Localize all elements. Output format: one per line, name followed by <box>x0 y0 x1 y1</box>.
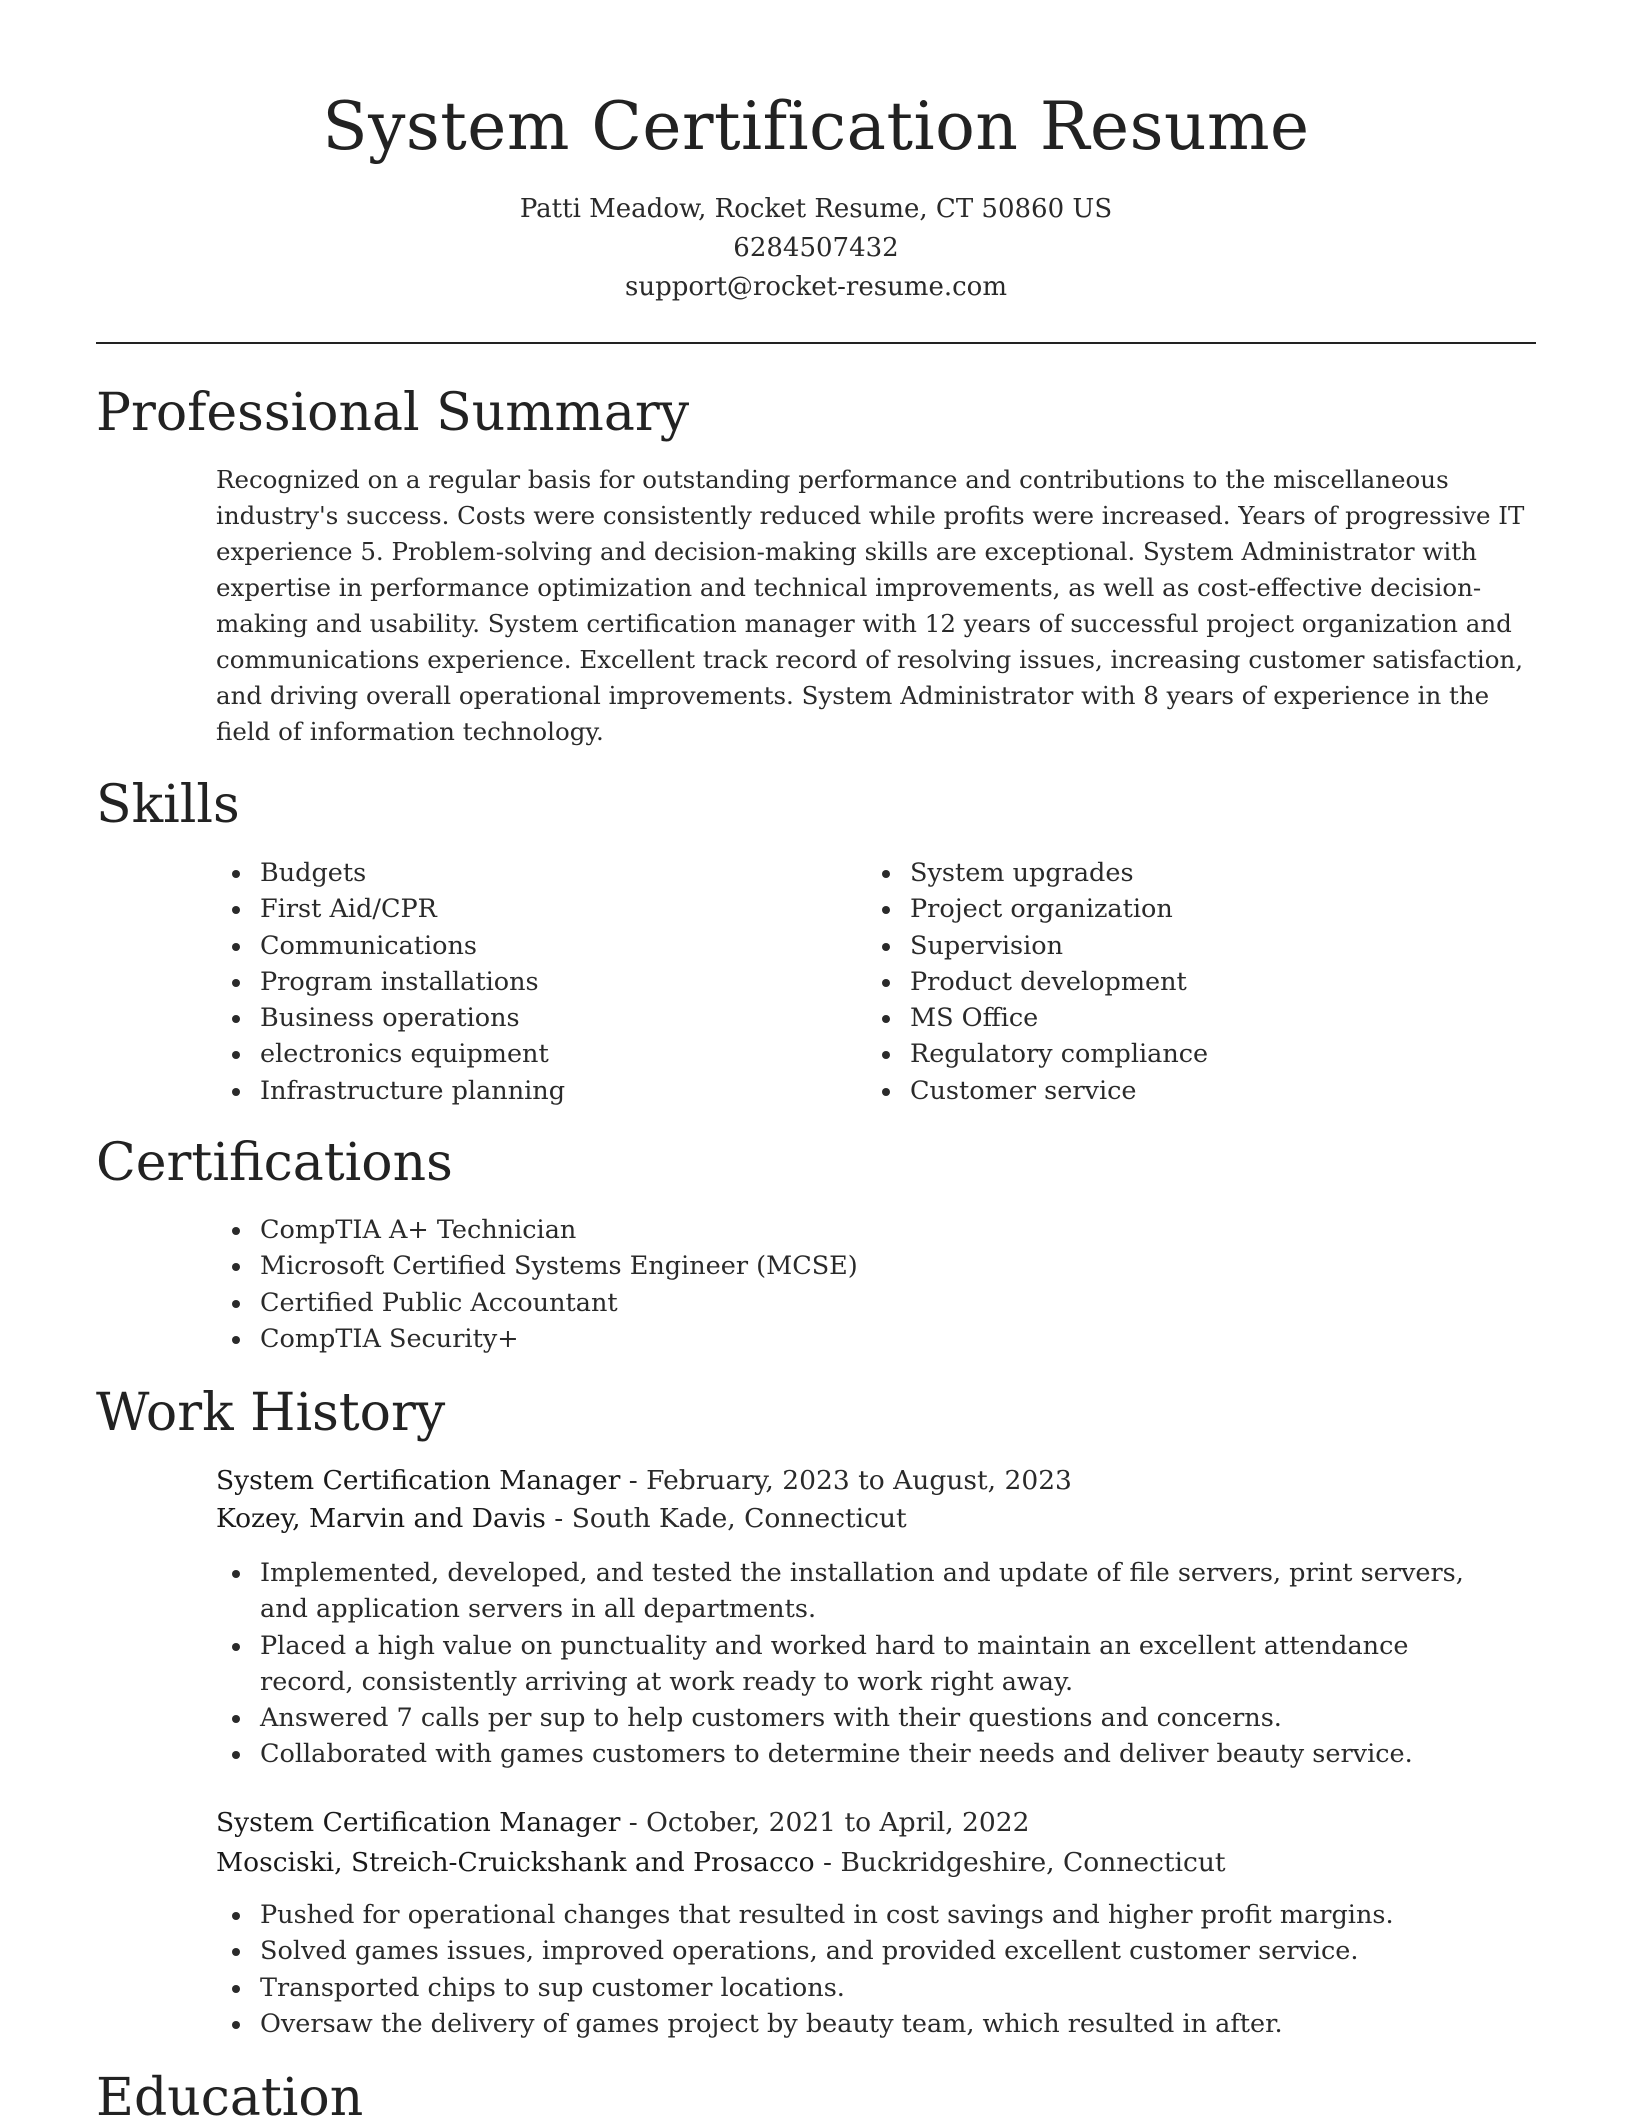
list-item: electronics equipment <box>216 1036 816 1072</box>
job-title-line <box>216 1804 1030 1842</box>
list-item: Collaborated with games customers to determine their needs and deliver beauty service. <box>216 1736 1486 1772</box>
summary-text: Recognized on a regular basis for outstanding performance and contributions to the miscellaneous industry's success. Costs were consistently reduced while profits were increased. Years of progressive IT experience 5. Problem-solving and decision-making skills are exceptional. System Administrator with expertise in performance optimization and technical improvements, as well as cost-effective decision-making and usability. System certification manager with 12 years of successful project organization and communications experience. Excellent track record of resolving issues, increasing customer satisfaction, and driving overall operational improvements. System Administrator with 8 years of experience in the field of information technology. <box>216 465 1525 746</box>
contact-block <box>0 190 1632 307</box>
list-item: Solved games issues, improved operations, and provided excellent customer service. <box>216 1933 1516 1969</box>
section-heading-work-history: Work History <box>96 1383 446 1443</box>
job-company-line <box>216 1844 1226 1882</box>
list-item: CompTIA Security+ <box>216 1321 1516 1357</box>
list-item: MS Office <box>866 1000 1526 1036</box>
job-dates: February, 2023 to August, 2023 <box>646 1465 1072 1496</box>
job-title: System Certification Manager <box>216 1807 621 1838</box>
list-item: First Aid/CPR <box>216 891 816 927</box>
list-item: System upgrades <box>866 855 1526 891</box>
list-item: Microsoft Certified Systems Engineer (MCSE) <box>216 1248 1516 1284</box>
list-item: Business operations <box>216 1000 816 1036</box>
section-heading-education: Education <box>96 2068 364 2128</box>
list-item: Placed a high value on punctuality and worked hard to maintain an excellent attendance record, consistently arriving at work ready to work right away. <box>216 1628 1486 1701</box>
job-company-line <box>216 1500 907 1538</box>
list-item: Program installations <box>216 964 816 1000</box>
document-title: System Certification Resume <box>322 88 1310 165</box>
list-item: Implemented, developed, and tested the installation and update of file servers, print servers, and application servers in all departments. <box>216 1555 1486 1628</box>
header-divider <box>96 342 1536 344</box>
section-heading-certifications: Certifications <box>96 1133 453 1193</box>
job-location: South Kade, Connecticut <box>571 1503 907 1534</box>
resume-header <box>0 82 1632 307</box>
skills-list-left <box>216 855 816 1109</box>
separator: - <box>545 1503 572 1534</box>
job-company: Mosciski, Streich-Cruickshank and Prosacco <box>216 1847 815 1878</box>
list-item: Regulatory compliance <box>866 1036 1526 1072</box>
list-item: Answered 7 calls per sup to help customers with their questions and concerns. <box>216 1700 1486 1736</box>
list-item: Project organization <box>866 891 1526 927</box>
job-title: System Certification Manager <box>216 1465 621 1496</box>
contact-phone: 6284507432 <box>733 233 899 263</box>
list-item: Supervision <box>866 928 1526 964</box>
list-item: Communications <box>216 928 816 964</box>
contact-email: support@rocket-resume.com <box>624 272 1007 302</box>
list-item: Certified Public Accountant <box>216 1285 1516 1321</box>
list-item: Pushed for operational changes that resulted in cost savings and higher profit margins. <box>216 1897 1516 1933</box>
job-location: Buckridgeshire, Connecticut <box>840 1847 1226 1878</box>
job-bullets <box>216 1897 1516 2042</box>
separator: - <box>814 1847 841 1878</box>
certifications-list <box>216 1212 1516 1357</box>
section-heading-summary: Professional Summary <box>96 383 690 443</box>
job-dates: October, 2021 to April, 2022 <box>646 1807 1030 1838</box>
job-bullets <box>216 1555 1486 1773</box>
skills-list-right <box>866 855 1526 1109</box>
job-title-line <box>216 1462 1072 1500</box>
list-item: Transported chips to sup customer locations. <box>216 1970 1516 2006</box>
list-item: Product development <box>866 964 1526 1000</box>
list-item: Infrastructure planning <box>216 1073 816 1109</box>
job-company: Kozey, Marvin and Davis <box>216 1503 546 1534</box>
list-item: Customer service <box>866 1073 1526 1109</box>
list-item: Oversaw the delivery of games project by beauty team, which resulted in after. <box>216 2006 1516 2042</box>
section-heading-skills: Skills <box>96 775 240 835</box>
separator: - <box>620 1807 647 1838</box>
contact-address: Patti Meadow, Rocket Resume, CT 50860 US <box>519 194 1113 224</box>
separator: - <box>620 1465 647 1496</box>
list-item: Budgets <box>216 855 816 891</box>
list-item: CompTIA A+ Technician <box>216 1212 1516 1248</box>
